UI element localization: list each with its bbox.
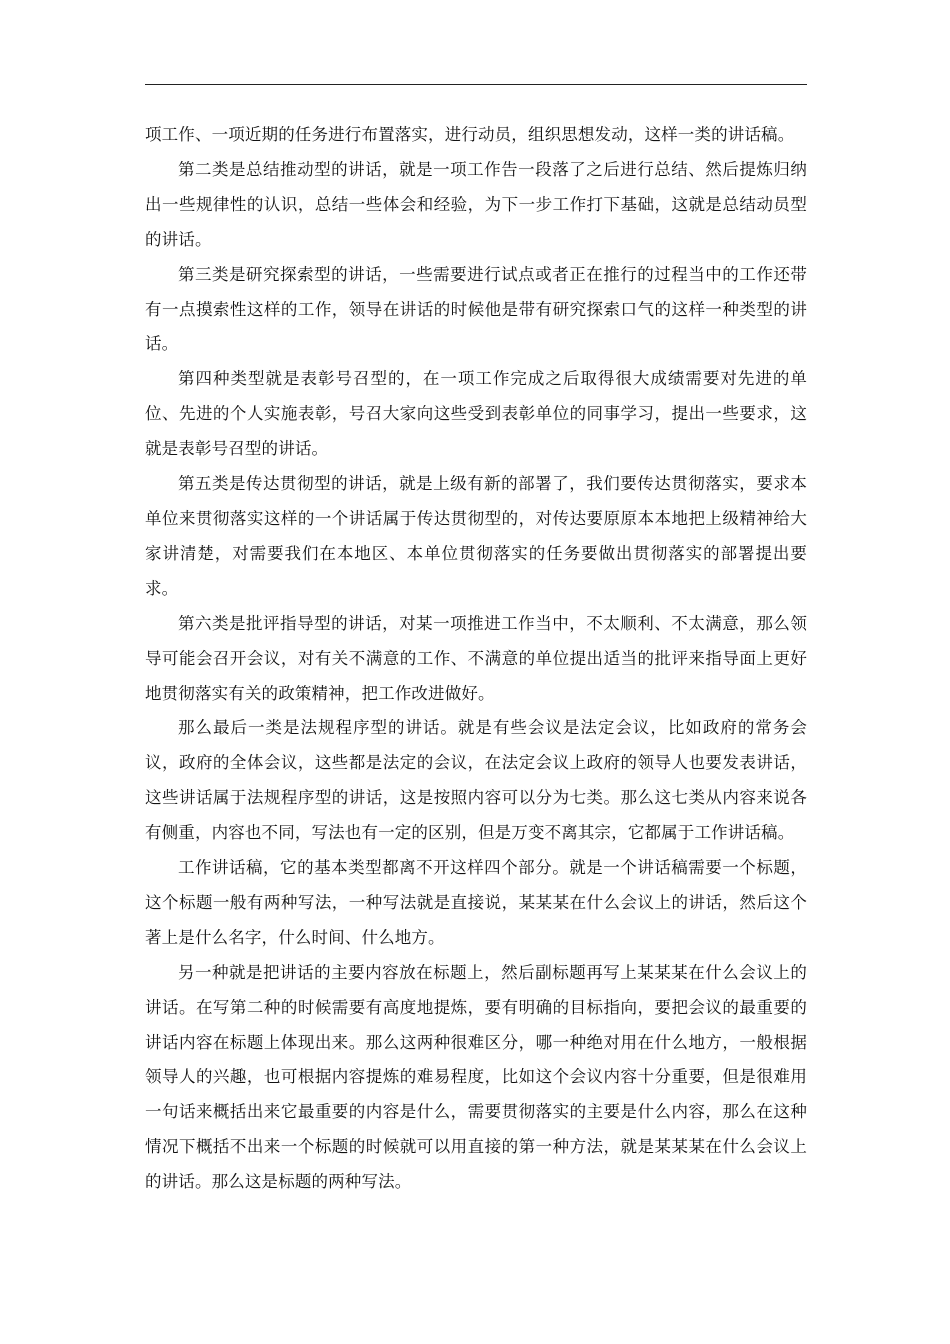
header-rule xyxy=(145,84,807,85)
paragraph-type-3: 第三类是研究探索型的讲话，一些需要进行试点或者正在推行的过程当中的工作还带有一点摸索性这样的工作，领导在讲话的时候他是带有研究探索口气的这样一种类型的讲话。 xyxy=(145,264,807,354)
paragraph-title-methods: 另一种就是把讲话的主要内容放在标题上，然后副标题再写上某某某在什么会议上的讲话。在写第二种的时候需要有高度地提炼，要有明确的目标指向，要把会议的最重要的讲话内容在标题上体现出来。那么这两种很难区分，哪一种绝对用在什么地方，一般根据领导人的兴趣，也可根据内容提炼的难易程度，比如这个会议内容十分重要，但是很难用一句话来概括出来它最重要的内容是什么，需要贯彻落实的主要是什么内容，那么在这种情况下概括不出来一个标题的时候就可以用直接的第一种方法，就是某某某在什么会议上的讲话。那么这是标题的两种写法。 xyxy=(145,962,807,1192)
paragraph-continued: 项工作、一项近期的任务进行布置落实，进行动员，组织思想发动，这样一类的讲话稿。 xyxy=(145,125,795,144)
paragraph-type-7: 那么最后一类是法规程序型的讲话。就是有些会议是法定会议，比如政府的常务会议，政府的全体会议，这些都是法定的会议，在法定会议上政府的领导人也要发表讲话，这些讲话属于法规程序型的讲话，这是按照内容可以分为七类。那么这七类从内容来说各有侧重，内容也不同，写法也有一定的区别，但是万变不离其宗，它都属于工作讲话稿。 xyxy=(145,718,807,843)
body-text xyxy=(145,118,807,1200)
paragraph-structure: 工作讲话稿，它的基本类型都离不开这样四个部分。就是一个讲话稿需要一个标题，这个标题一般有两种写法，一种写法就是直接说，某某某在什么会议上的讲话，然后这个著上是什么名字，什么时间、什么地方。 xyxy=(145,858,807,947)
paragraph-type-6: 第六类是批评指导型的讲话，对某一项推进工作当中，不太顺利、不太满意，那么领导可能会召开会议，对有关不满意的工作、不满意的单位提出适当的批评来指导面上更好地贯彻落实有关的政策精神，把工作改进做好。 xyxy=(145,613,807,703)
paragraph-type-4: 第四种类型就是表彰号召型的，在一项工作完成之后取得很大成绩需要对先进的单位、先进的个人实施表彰，号召大家向这些受到表彰单位的同事学习，提出一些要求，这就是表彰号召型的讲话。 xyxy=(145,369,807,459)
paragraph-type-5: 第五类是传达贯彻型的讲话，就是上级有新的部署了，我们要传达贯彻落实，要求本单位来贯彻落实这样的一个讲话属于传达贯彻型的，对传达要原原本本地把上级精神给大家讲清楚，对需要我们在本地区、本单位贯彻落实的任务要做出贯彻落实的部署提出要求。 xyxy=(145,474,807,598)
paragraph-type-2: 第二类是总结推动型的讲话，就是一项工作告一段落了之后进行总结、然后提炼归纳出一些规律性的认识，总结一些体会和经验，为下一步工作打下基础，这就是总结动员型的讲话。 xyxy=(145,159,807,249)
